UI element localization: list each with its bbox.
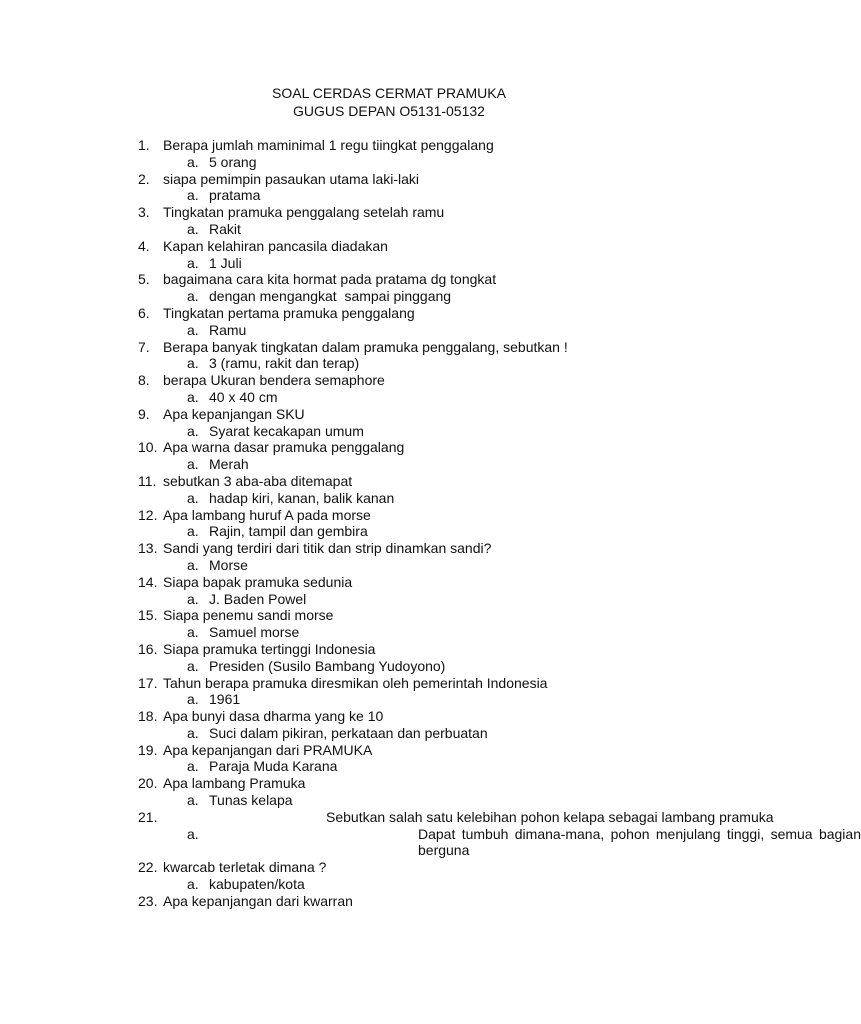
question-text: Sebutkan salah satu kelebihan pohon kelapa sebagai lambang pramuka bbox=[326, 808, 774, 825]
answer-text: Rajin, tampil dan gembira bbox=[209, 523, 368, 540]
answer-item bbox=[0, 825, 861, 860]
question-text: Tingkatan pertama pramuka penggalang bbox=[163, 304, 415, 321]
answer-letter: a. bbox=[187, 288, 199, 305]
question-text: Sandi yang terdiri dari titik dan strip dinamkan sandi? bbox=[163, 540, 492, 557]
question-item bbox=[0, 372, 768, 389]
answer-item bbox=[0, 355, 768, 372]
answer-letter: a. bbox=[187, 691, 199, 708]
question-item bbox=[0, 305, 768, 322]
answer-item bbox=[0, 255, 768, 272]
answer-letter: a. bbox=[187, 657, 199, 674]
question-text: Apa lambang Pramuka bbox=[163, 775, 306, 792]
question-number: 10. bbox=[138, 439, 158, 456]
document-title: SOAL CERDAS CERMAT PRAMUKA bbox=[272, 85, 506, 101]
question-item bbox=[0, 339, 768, 356]
question-number: 23. bbox=[138, 892, 158, 909]
question-text: Apa kepanjangan SKU bbox=[163, 405, 305, 422]
question-list bbox=[0, 137, 861, 910]
question-text: Apa bunyi dasa dharma yang ke 10 bbox=[163, 708, 384, 725]
question-item bbox=[0, 473, 768, 490]
question-item bbox=[0, 540, 768, 557]
question-item bbox=[0, 675, 768, 692]
question-text: Apa lambang huruf A pada morse bbox=[163, 506, 371, 523]
answer-text: 5 orang bbox=[209, 153, 257, 170]
question-number: 1. bbox=[138, 137, 150, 153]
question-text: Siapa bapak pramuka sedunia bbox=[163, 573, 353, 590]
question-number: 12. bbox=[138, 506, 158, 523]
answer-item bbox=[0, 389, 768, 406]
question-number: 14. bbox=[138, 573, 158, 590]
question-item bbox=[0, 271, 768, 288]
question-number: 16. bbox=[138, 640, 158, 657]
answer-item bbox=[0, 221, 768, 238]
answer-text: 1961 bbox=[209, 691, 241, 708]
question-item bbox=[0, 238, 768, 255]
question-number: 21. bbox=[138, 808, 158, 825]
question-item bbox=[0, 775, 768, 792]
answer-text: pratama bbox=[209, 187, 261, 204]
answer-item bbox=[0, 591, 768, 608]
answer-letter: a. bbox=[187, 422, 199, 439]
answer-text: 3 (ramu, rakit dan terap) bbox=[209, 355, 360, 372]
answer-item bbox=[0, 557, 768, 574]
answer-text: Merah bbox=[209, 456, 249, 473]
answer-item bbox=[0, 154, 768, 171]
answer-item bbox=[0, 423, 768, 440]
answer-text: Ramu bbox=[209, 321, 247, 338]
answer-letter: a. bbox=[187, 456, 199, 473]
answer-item bbox=[0, 523, 768, 540]
question-number: 4. bbox=[138, 237, 150, 254]
answer-letter: a. bbox=[187, 321, 199, 338]
answer-item bbox=[0, 725, 768, 742]
question-item bbox=[0, 439, 768, 456]
question-text: Berapa jumlah maminimal 1 regu tiingkat penggalang bbox=[163, 137, 494, 153]
question-text: Apa warna dasar pramuka penggalang bbox=[163, 439, 405, 456]
question-number: 15. bbox=[138, 607, 158, 624]
question-text: Tahun berapa pramuka diresmikan oleh pemerintah Indonesia bbox=[163, 674, 548, 691]
answer-text: hadap kiri, kanan, balik kanan bbox=[209, 489, 395, 506]
question-number: 20. bbox=[138, 775, 158, 792]
question-text: Berapa banyak tingkatan dalam pramuka penggalang, sebutkan ! bbox=[163, 338, 568, 355]
answer-text: kabupaten/kota bbox=[209, 876, 305, 893]
question-item bbox=[0, 808, 774, 826]
question-number: 9. bbox=[138, 405, 150, 422]
answer-letter: a. bbox=[187, 355, 199, 372]
question-item bbox=[0, 171, 768, 188]
question-number: 7. bbox=[138, 338, 150, 355]
answer-item bbox=[0, 691, 768, 708]
answer-item bbox=[0, 658, 768, 675]
answer-item bbox=[0, 288, 768, 305]
question-item bbox=[0, 742, 768, 759]
answer-text: Tunas kelapa bbox=[209, 792, 293, 809]
answer-text: Morse bbox=[209, 556, 248, 573]
question-text: bagaimana cara kita hormat pada pratama dg tongkat bbox=[163, 271, 497, 288]
answer-text: Syarat kecakapan umum bbox=[209, 422, 364, 439]
question-item bbox=[0, 641, 768, 658]
answer-item bbox=[0, 456, 768, 473]
question-number: 3. bbox=[138, 204, 150, 221]
answer-letter: a. bbox=[187, 254, 199, 271]
answer-letter: a. bbox=[187, 153, 199, 170]
question-item bbox=[0, 708, 768, 725]
question-item bbox=[0, 406, 768, 423]
question-text: Kapan kelahiran pancasila diadakan bbox=[163, 237, 388, 254]
question-text: sebutkan 3 aba-aba ditemapat bbox=[163, 472, 353, 489]
answer-text: Rakit bbox=[209, 220, 241, 237]
question-text: siapa pemimpin pasaukan utama laki-laki bbox=[163, 170, 420, 187]
question-number: 5. bbox=[138, 271, 150, 288]
question-number: 19. bbox=[138, 741, 158, 758]
answer-letter: a. bbox=[187, 876, 199, 893]
answer-text: Presiden (Susilo Bambang Yudoyono) bbox=[209, 657, 446, 674]
answer-text: dengan mengangkat sampai pinggang bbox=[209, 288, 452, 305]
answer-item bbox=[0, 322, 768, 339]
answer-letter: a. bbox=[187, 724, 199, 741]
answer-letter: a. bbox=[187, 624, 199, 641]
document-header bbox=[0, 84, 768, 120]
question-item bbox=[0, 574, 768, 591]
question-number: 17. bbox=[138, 674, 158, 691]
question-item bbox=[0, 859, 768, 876]
question-text: kwarcab terletak dimana ? bbox=[163, 859, 327, 876]
question-text: berapa Ukuran bendera semaphore bbox=[163, 372, 385, 389]
answer-letter: a. bbox=[187, 825, 199, 842]
question-number: 2. bbox=[138, 170, 150, 187]
question-number: 13. bbox=[138, 540, 158, 557]
answer-letter: a. bbox=[187, 220, 199, 237]
answer-letter: a. bbox=[187, 489, 199, 506]
question-item bbox=[0, 137, 768, 154]
question-number: 22. bbox=[138, 859, 158, 876]
answer-letter: a. bbox=[187, 388, 199, 405]
answer-text: J. Baden Powel bbox=[209, 590, 307, 607]
question-number: 6. bbox=[138, 304, 150, 321]
question-item bbox=[0, 607, 768, 624]
answer-text: 40 x 40 cm bbox=[209, 388, 278, 405]
question-number: 8. bbox=[138, 372, 150, 389]
answer-text: 1 Juli bbox=[209, 254, 242, 271]
question-item bbox=[0, 507, 768, 524]
answer-text: Suci dalam pikiran, perkataan dan perbuatan bbox=[209, 724, 488, 741]
question-text: Apa kepanjangan dari kwarran bbox=[163, 892, 353, 909]
question-text: Apa kepanjangan dari PRAMUKA bbox=[163, 741, 373, 758]
question-text: Siapa pramuka tertinggi Indonesia bbox=[163, 640, 376, 657]
answer-letter: a. bbox=[187, 792, 199, 809]
answer-text: Paraja Muda Karana bbox=[209, 758, 338, 775]
answer-letter: a. bbox=[187, 590, 199, 607]
document-subtitle: GUGUS DEPAN O5131-05132 bbox=[293, 103, 485, 119]
question-item bbox=[0, 204, 768, 221]
answer-text: Samuel morse bbox=[209, 624, 300, 641]
question-item bbox=[0, 893, 768, 910]
question-number: 11. bbox=[138, 472, 157, 489]
answer-item bbox=[0, 490, 768, 507]
answer-letter: a. bbox=[187, 187, 199, 204]
answer-letter: a. bbox=[187, 556, 199, 573]
answer-letter: a. bbox=[187, 523, 199, 540]
answer-item bbox=[0, 792, 768, 809]
answer-text: Dapat tumbuh dimana-mana, pohon menjulang tinggi, semua bagian berguna bbox=[418, 825, 861, 859]
question-number: 18. bbox=[138, 708, 158, 725]
question-text: Siapa penemu sandi morse bbox=[163, 607, 334, 624]
answer-item bbox=[0, 624, 768, 641]
answer-item bbox=[0, 758, 768, 775]
answer-item bbox=[0, 876, 768, 893]
answer-item bbox=[0, 187, 768, 204]
question-text: Tingkatan pramuka penggalang setelah ramu bbox=[163, 204, 445, 221]
answer-letter: a. bbox=[187, 758, 199, 775]
